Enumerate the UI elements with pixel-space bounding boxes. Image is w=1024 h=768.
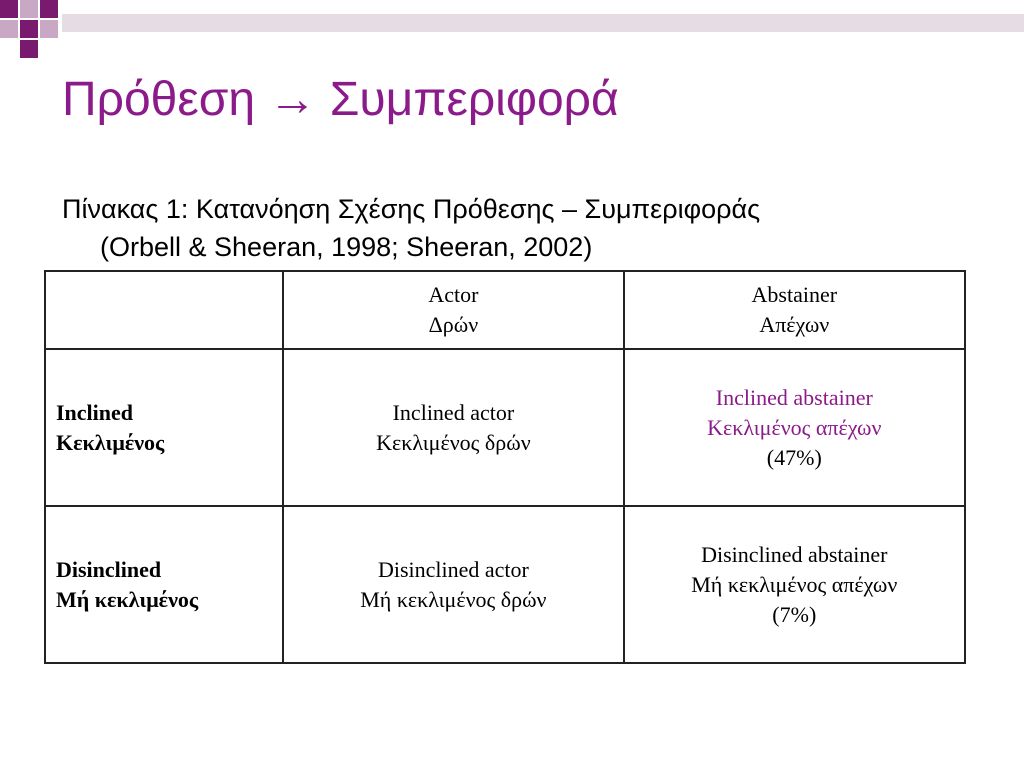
corner-square: [0, 0, 18, 18]
cell-disinclined-abstainer: [624, 506, 965, 663]
row-header-el: Μή κεκλιμένος: [56, 586, 199, 612]
row-header-en: Inclined: [56, 399, 134, 425]
table-corner-cell: [45, 271, 283, 349]
cell-text-en: Disinclined actor: [377, 556, 529, 582]
cell-inclined-actor: [283, 349, 623, 506]
caption-line-1: Πίνακας 1: Κατανόηση Σχέσης Πρόθεσης – Συμπεριφοράς: [62, 194, 761, 224]
cell-text-en: Inclined abstainer: [715, 384, 873, 410]
cell-inclined-abstainer: [624, 349, 965, 506]
row-header-inclined: [45, 349, 283, 506]
row-header-el: Κεκλιμένος: [56, 429, 165, 455]
column-header-el: Δρών: [428, 312, 479, 337]
cell-text-el: Κεκλιμένος απέχων: [707, 414, 882, 440]
cell-disinclined-actor: [283, 506, 623, 663]
cell-text-el: Κεκλιμένος δρών: [376, 429, 531, 455]
cell-percentage: (7%): [772, 601, 817, 627]
corner-square: [40, 20, 58, 38]
table-caption: [62, 190, 982, 266]
corner-square: [20, 40, 38, 58]
column-header-en: Abstainer: [751, 282, 838, 307]
row-header-en: Disinclined: [56, 556, 162, 582]
table-row: [45, 349, 965, 506]
corner-square: [40, 0, 58, 18]
corner-square: [20, 0, 38, 18]
header-rule: [62, 14, 1024, 32]
column-header-el: Απέχων: [759, 312, 830, 337]
slide-title: Πρόθεση → Συμπεριφορά: [62, 73, 619, 126]
column-header-abstainer: [624, 271, 965, 349]
intention-behaviour-table: [44, 270, 966, 664]
column-header-en: Actor: [428, 282, 479, 307]
cell-text-en: Disinclined abstainer: [701, 541, 888, 567]
row-header-disinclined: [45, 506, 283, 663]
table-row: [45, 506, 965, 663]
corner-square: [20, 20, 38, 38]
cell-text-el: Μή κεκλιμένος απέχων: [691, 571, 898, 597]
table-header-row: [45, 271, 965, 349]
corner-square: [0, 20, 18, 38]
caption-line-2: (Orbell & Sheeran, 1998; Sheeran, 2002): [100, 232, 593, 262]
column-header-actor: [283, 271, 623, 349]
cell-text-en: Inclined actor: [392, 399, 515, 425]
cell-percentage: (47%): [766, 444, 822, 470]
cell-text-el: Μή κεκλιμένος δρών: [360, 586, 547, 612]
